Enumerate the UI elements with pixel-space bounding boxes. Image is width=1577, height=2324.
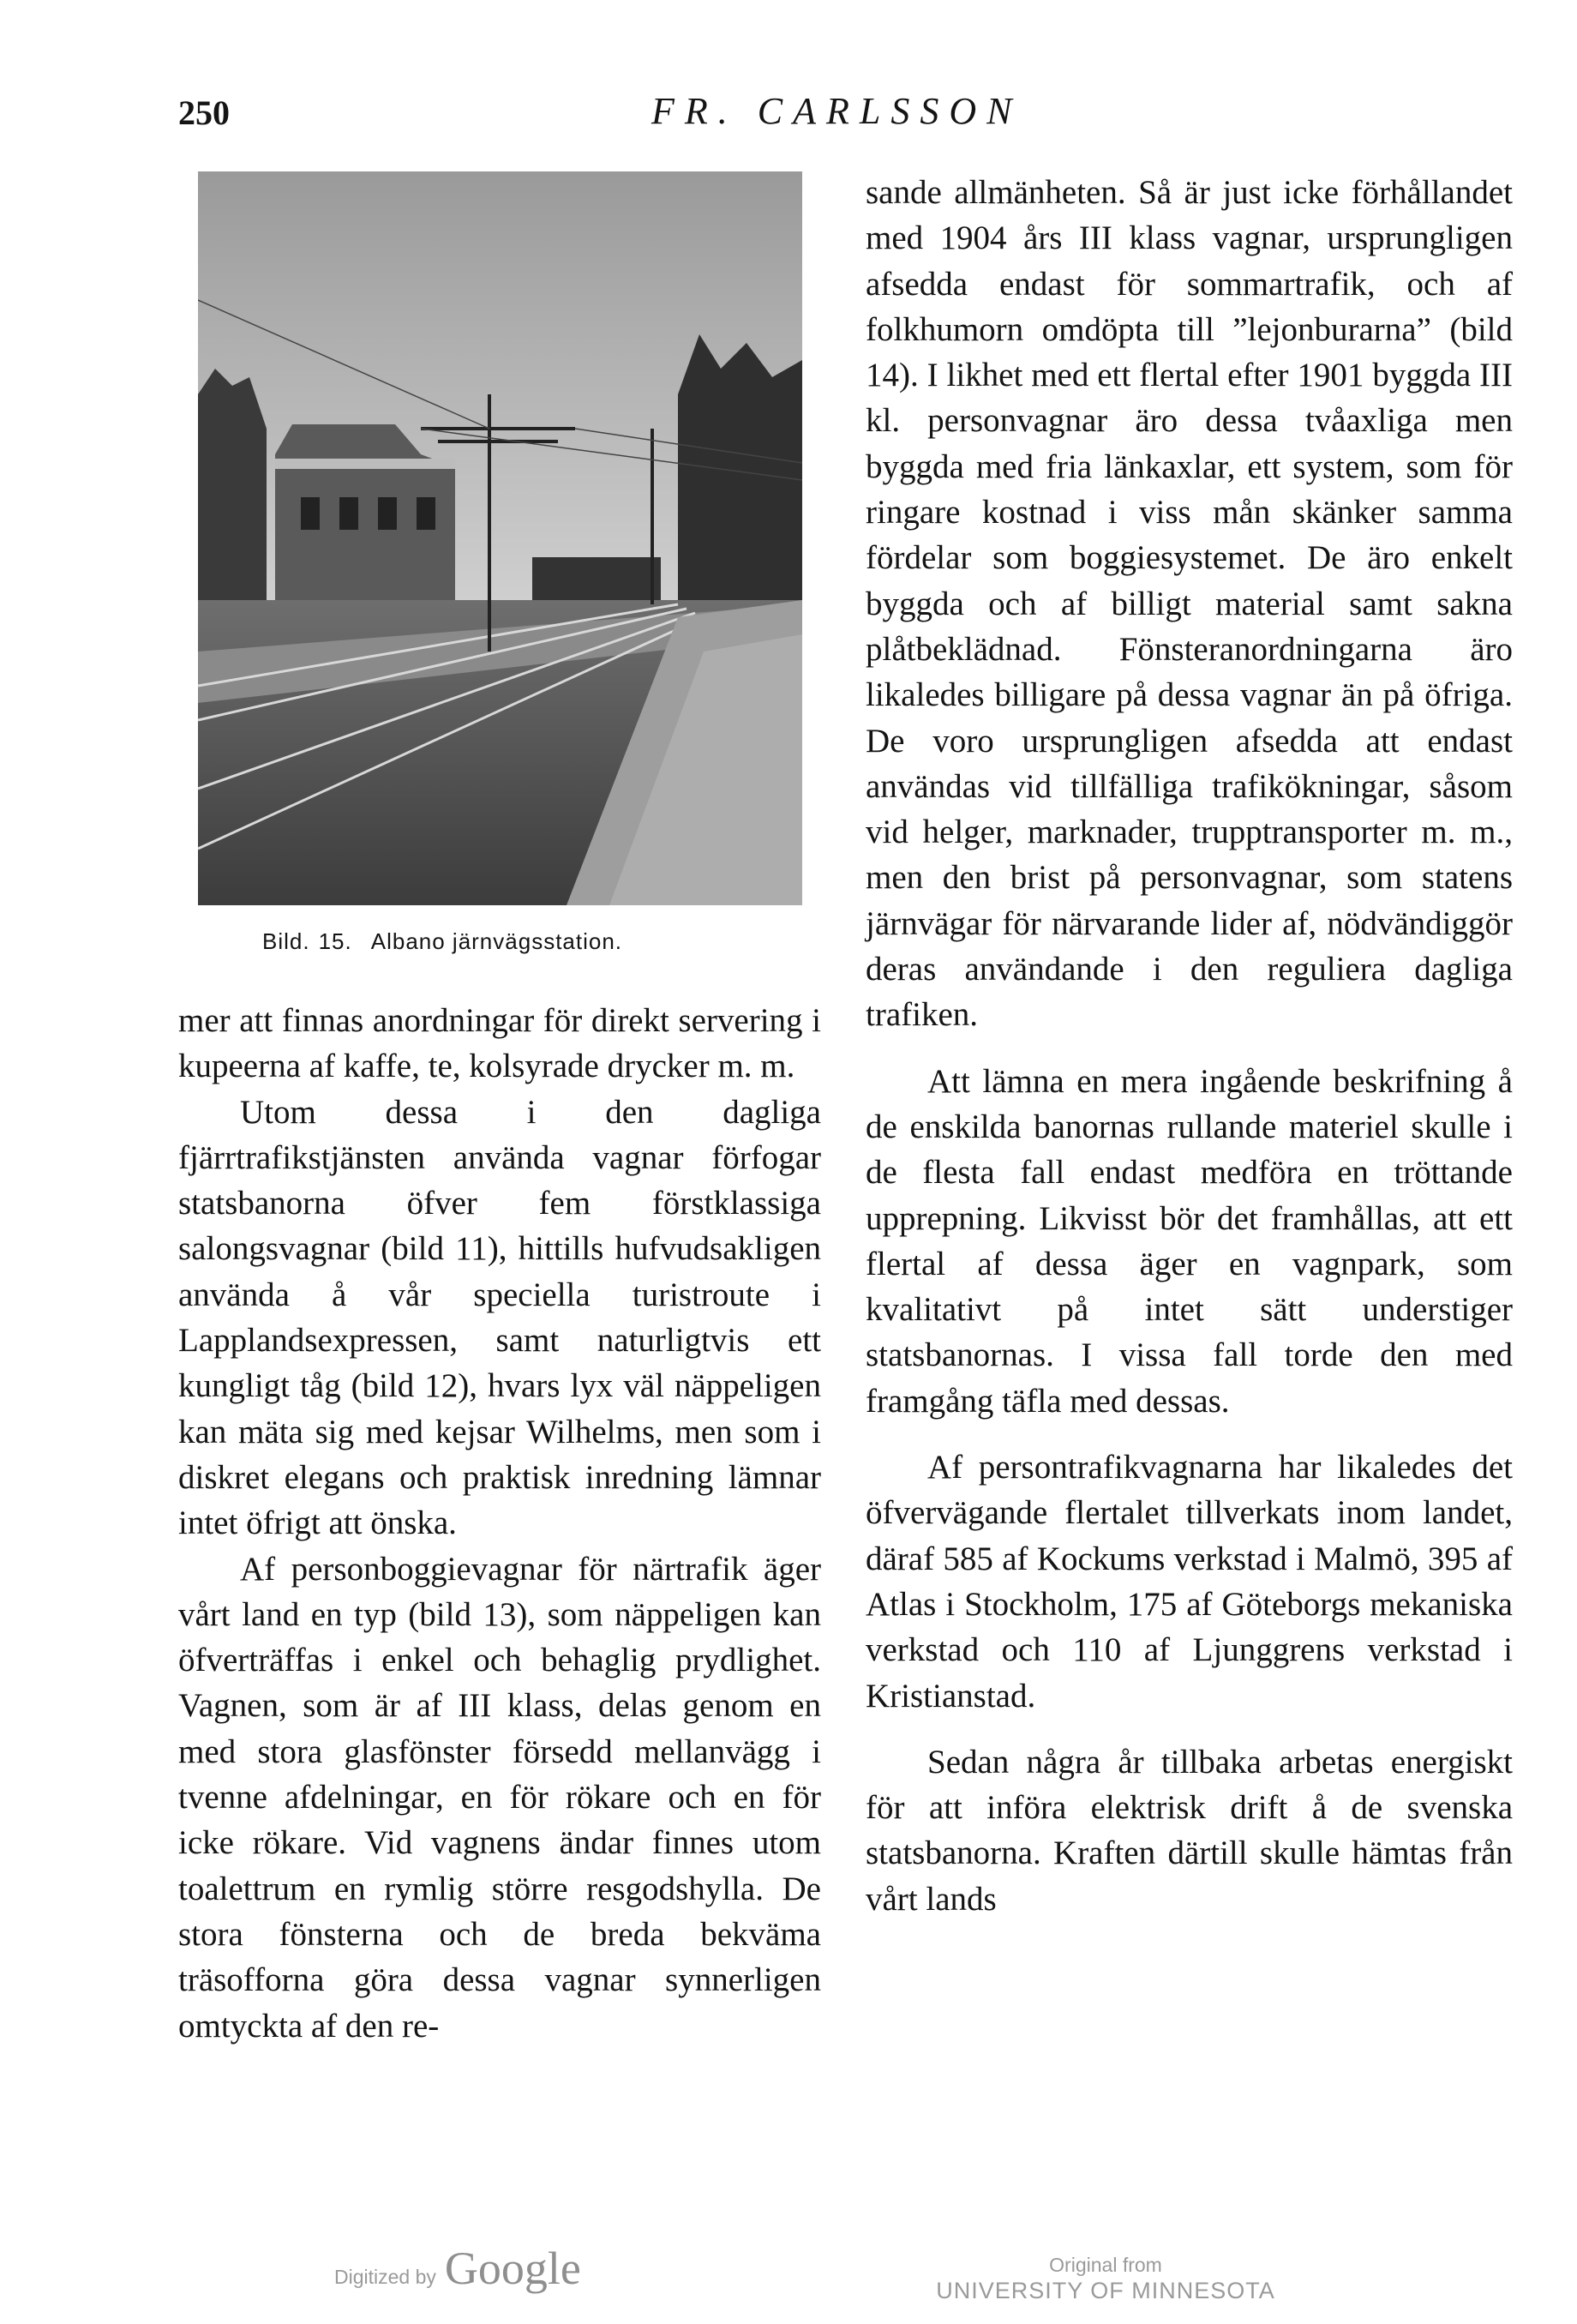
paragraph: Af persontrafikvagnarna har likaledes det öfvervägande flertalet tillverkats inom landet, däraf 585 af Kockums verkstad i Malmö, 395 af Atlas i Stockholm, 175 af Göteborgs mekaniska verkstad och 110 af Ljunggrens verkstad i Kristianstad. — [866, 1449, 1513, 1714]
station-photo — [198, 171, 802, 905]
train — [532, 557, 661, 604]
digitized-by-label: Digitized by — [334, 2266, 436, 2288]
google-logo: Google — [444, 2243, 581, 2294]
caption-text: Albano järnvägsstation. — [370, 928, 623, 954]
paragraph: Utom dessa i den dagliga fjärrtrafikstjänsten använda vagnar förfogar statsbanorna öfver fem förstklassiga salongsvagnar (bild 11), hittills hufvudsakligen använda å vår speciella turistroute i Lapplandsexpressen, samt naturligtvis ett kungligt tåg (bild 12), hvars lyx väl näppeligen kan mäta sig med kejsar Wilhelms, men som i diskret elegans och praktisk inredning lämnar intet öfrigt att önska. — [178, 1093, 821, 1542]
paragraph: Att lämna en mera ingående beskrifning å de enskilda banornas rullande materiel skulle i de flesta fall endast medföra en tröttande upprepning. Likvisst bör det framhållas, att ett flertal af dessa äger en vagnpark, som kvalitativt på intet sätt understiger statsbanornas. I vissa fall torde den med framgång täfla med dessas. — [866, 1062, 1513, 1420]
trees-left — [198, 369, 267, 617]
caption-label: Bild. — [262, 928, 310, 954]
page-number: 250 — [178, 93, 230, 132]
institution-name: UNIVERSITY OF MINNESOTA — [936, 2278, 1275, 2303]
running-head: FR. CARLSSON — [651, 90, 1022, 132]
digitized-by-google — [334, 2242, 581, 2295]
right-column — [866, 170, 1513, 1922]
original-from-label: Original from — [1049, 2254, 1162, 2276]
paragraph: Sedan några år tillbaka arbetas energiskt för att införa elektrisk drift å de svenska statsbanorna. Kraften därtill skulle hämtas från vårt lands — [866, 1743, 1513, 1918]
paragraph: Af personboggievagnar för närtrafik äger vårt land en typ (bild 13), som näppeligen kan öfverträffas i enkel och behaglig prydlighet. Vagnen, som är af III klass, delas genom en med stora glasfönster försedd mellanvägg i tvenne afdelningar, en för rökare och en för icke rökare. Vid vagnens ändar finnes utom toalettrum en rymlig större resgodshylla. De stora fönsterna och de breda bekväma träsofforna göra dessa vagnar synnerligen omtyckta af den re- — [178, 1550, 821, 2045]
paragraph: mer att finnas anordningar för direkt servering i kupeerna af kaffe, te, kolsyrade drycker m. m. — [178, 1002, 821, 1085]
figure-caption — [262, 928, 622, 955]
left-column — [178, 998, 821, 2049]
original-from — [908, 2253, 1303, 2304]
caption-number: 15. — [318, 928, 352, 954]
trees-right — [678, 334, 802, 617]
paragraph: sande allmänheten. Så är just icke förhållandet med 1904 års III klass vagnar, ursprungligen afsedda endast för sommartrafik, och af folkhumorn omdöpta till ”lejonburarna” (bild 14). I likhet med ett flertal efter 1901 byggda III kl. personvagnar äro dessa tvåaxliga men byggda med fria länkaxlar, ett system, som för ringare kostnad i viss mån skänker samma fördelar som boggiesystemet. De äro enkelt byggda och af billigt material samt sakna plåtbeklädnad. Fönsteranordningarna äro likaledes billigare på dessa vagnar än på öfriga. De voro ursprungligen afsedda att endast användas vid tillfälliga trafikökningar, såsom vid helger, marknader, trupptransporter m. m., men den brist på personvagnar, som statens järnvägar för närvarande lider af, nödvändiggör deras användande i den reguliera dagliga trafiken. — [866, 174, 1513, 1034]
